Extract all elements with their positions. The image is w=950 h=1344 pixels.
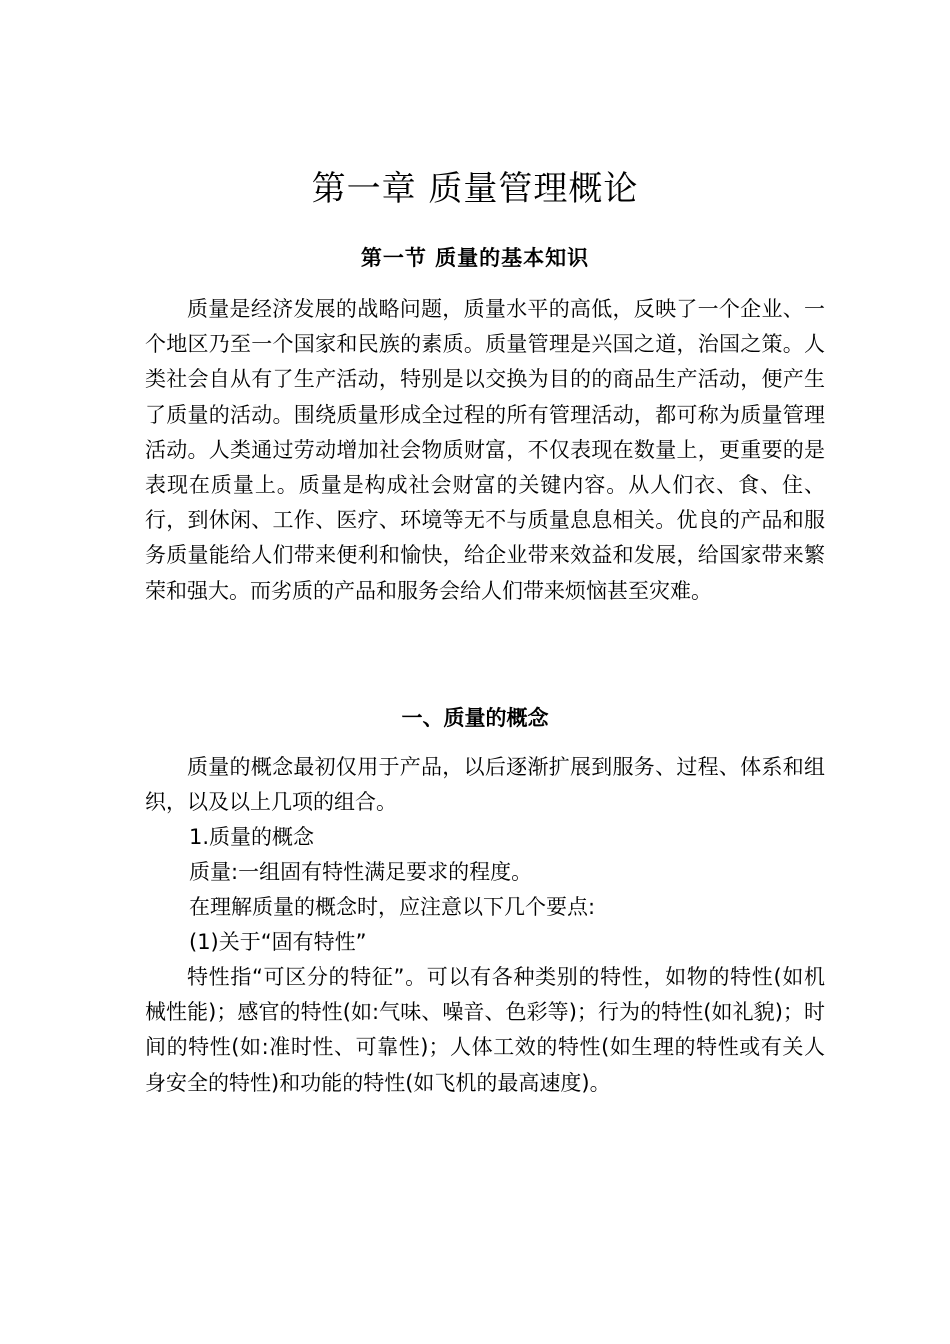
concept-paragraph: 质量的概念最初仅用于产品，以后逐渐扩展到服务、过程、体系和组织，以及以上几项的组合。 bbox=[145, 755, 825, 815]
chapter-title: 第一章 质量管理概论 bbox=[311, 168, 639, 209]
subsection-title: 一、质量的概念 bbox=[401, 706, 549, 730]
point-heading: (1)关于“固有特性” bbox=[189, 930, 367, 954]
point-paragraph: 特性指“可区分的特征”。可以有各种类别的特性，如物的特性(如机械性能)；感官的特性(如:气味、噪音、色彩等)；行为的特性(如礼貌)；时间的特性(如:准时性、可靠性)；人体工效的特性(如生理的特性或有关人身安全的特性)和功能的特性(如飞机的最高速度)。 bbox=[145, 965, 825, 1095]
numbered-heading: 1.质量的概念 bbox=[189, 825, 315, 849]
section-title: 第一节 质量的基本知识 bbox=[360, 246, 590, 271]
points-intro-line: 在理解质量的概念时，应注意以下几个要点: bbox=[189, 895, 596, 919]
definition-line: 质量:一组固有特性满足要求的程度。 bbox=[189, 860, 533, 884]
intro-paragraph: 质量是经济发展的战略问题，质量水平的高低，反映了一个企业、一个地区乃至一个国家和民族的素质。质量管理是兴国之道，治国之策。人类社会自从有了生产活动，特别是以交换为目的的商品生产活动，便产生了质量的活动。围绕质量形成全过程的所有管理活动，都可称为质量管理活动。人类通过劳动增加社会物质财富，不仅表现在数量上，更重要的是表现在质量上。质量是构成社会财富的关键内容。从人们衣、食、住、行，到休闲、工作、医疗、环境等无不与质量息息相关。优良的产品和服务质量能给人们带来便利和愉快，给企业带来效益和发展，给国家带来繁荣和强大。而劣质的产品和服务会给人们带来烦恼甚至灾难。 bbox=[145, 297, 825, 603]
